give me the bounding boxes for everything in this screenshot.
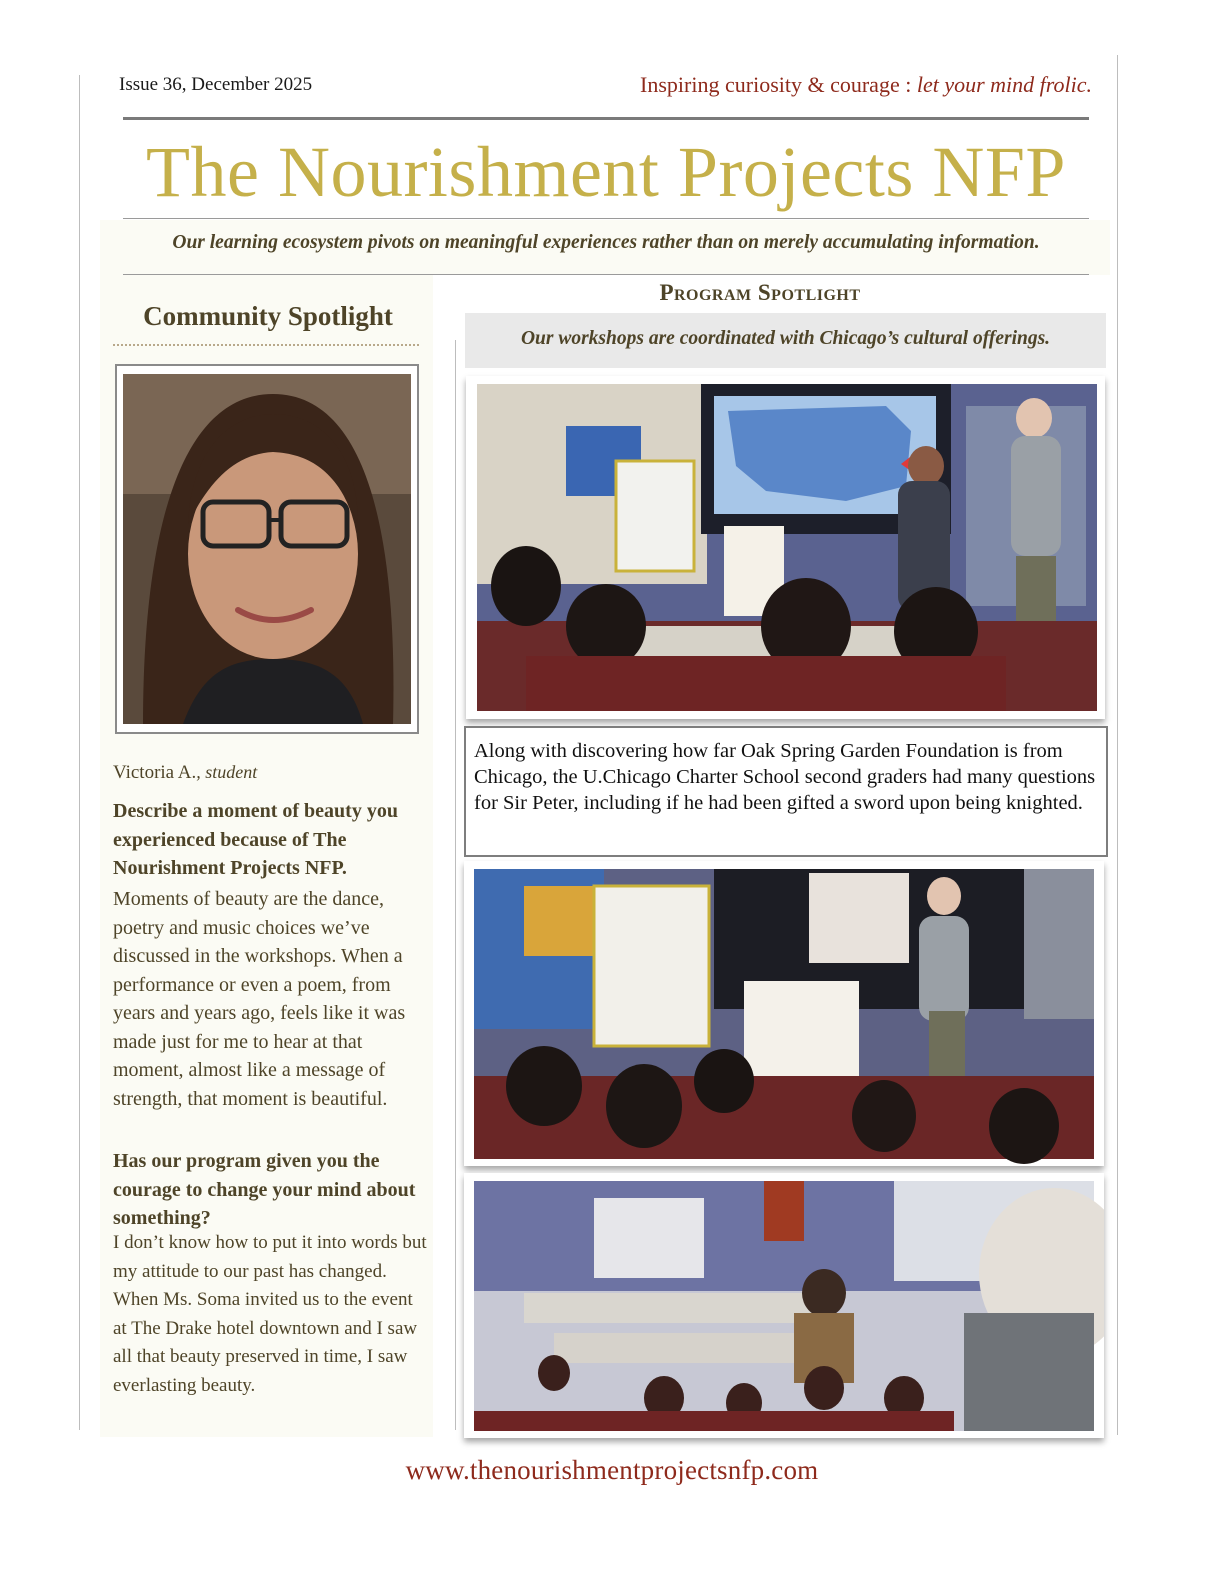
student-name-text: Victoria A. bbox=[113, 762, 197, 783]
portrait-photo bbox=[115, 364, 419, 734]
question-1: Describe a moment of beauty you experienced because of The Nourishment Projects NFP. bbox=[113, 800, 398, 879]
student-name bbox=[113, 762, 257, 784]
student-role: , student bbox=[196, 762, 258, 782]
classroom-photo-3-image bbox=[464, 1173, 1104, 1438]
dotted-divider bbox=[113, 344, 419, 346]
tagline-italic: let your mind frolic. bbox=[916, 72, 1092, 97]
right-margin-rule bbox=[1117, 55, 1118, 1435]
issue-date: Issue 36, December 2025 bbox=[119, 74, 313, 95]
caption-box bbox=[464, 726, 1108, 857]
left-margin-rule bbox=[79, 75, 80, 1430]
website-link[interactable]: www.thenourishmentprojectsnfp.com bbox=[405, 1455, 819, 1485]
program-spotlight-title: Program Spotlight bbox=[659, 280, 861, 305]
question-2: Has our program given you the courage to change your mind about something? bbox=[113, 1150, 416, 1229]
column-divider bbox=[455, 340, 456, 1430]
mission-rule-top bbox=[123, 218, 1089, 219]
answer-1: Moments of beauty are the dance, poetry and music choices we’ve discussed in the workshops. When a performance or even a poem, from years and years ago, feels like it was made just for me to hear at that moment, almost like a message of strength, that moment is beautiful. bbox=[113, 888, 406, 1110]
answer-2: I don’t know how to put it into words but my attitude to our past has changed. When Ms. Soma invited us to the event at The Drake hotel downtown and I saw all that beauty preserved in time, I saw everlasting beauty. bbox=[113, 1232, 427, 1396]
classroom-photo-1-image bbox=[466, 376, 1105, 719]
portrait-image bbox=[123, 374, 411, 724]
workshop-statement: Our workshops are coordinated with Chicago’s cultural offerings. bbox=[520, 328, 1051, 349]
header-rule bbox=[123, 117, 1089, 120]
tagline-main: Inspiring curiosity & courage : bbox=[640, 72, 917, 97]
classroom-photo-2-image bbox=[464, 861, 1104, 1166]
classroom-photo-2 bbox=[464, 861, 1104, 1166]
mission-statement: Our learning ecosystem pivots on meaningful experiences rather than on merely accumulating information. bbox=[172, 232, 1040, 253]
classroom-photo-1 bbox=[466, 376, 1105, 719]
classroom-photo-3 bbox=[464, 1173, 1104, 1438]
photo-caption: Along with discovering how far Oak Spring Garden Foundation is from Chicago, the U.Chicago Charter School second graders had many questions for Sir Peter, including if he had been gifted a sword upon being knighted. bbox=[474, 740, 1096, 814]
community-spotlight-title: Community Spotlight bbox=[143, 301, 393, 331]
tagline bbox=[640, 72, 1092, 98]
masthead-title: The Nourishment Projects NFP bbox=[146, 132, 1066, 212]
